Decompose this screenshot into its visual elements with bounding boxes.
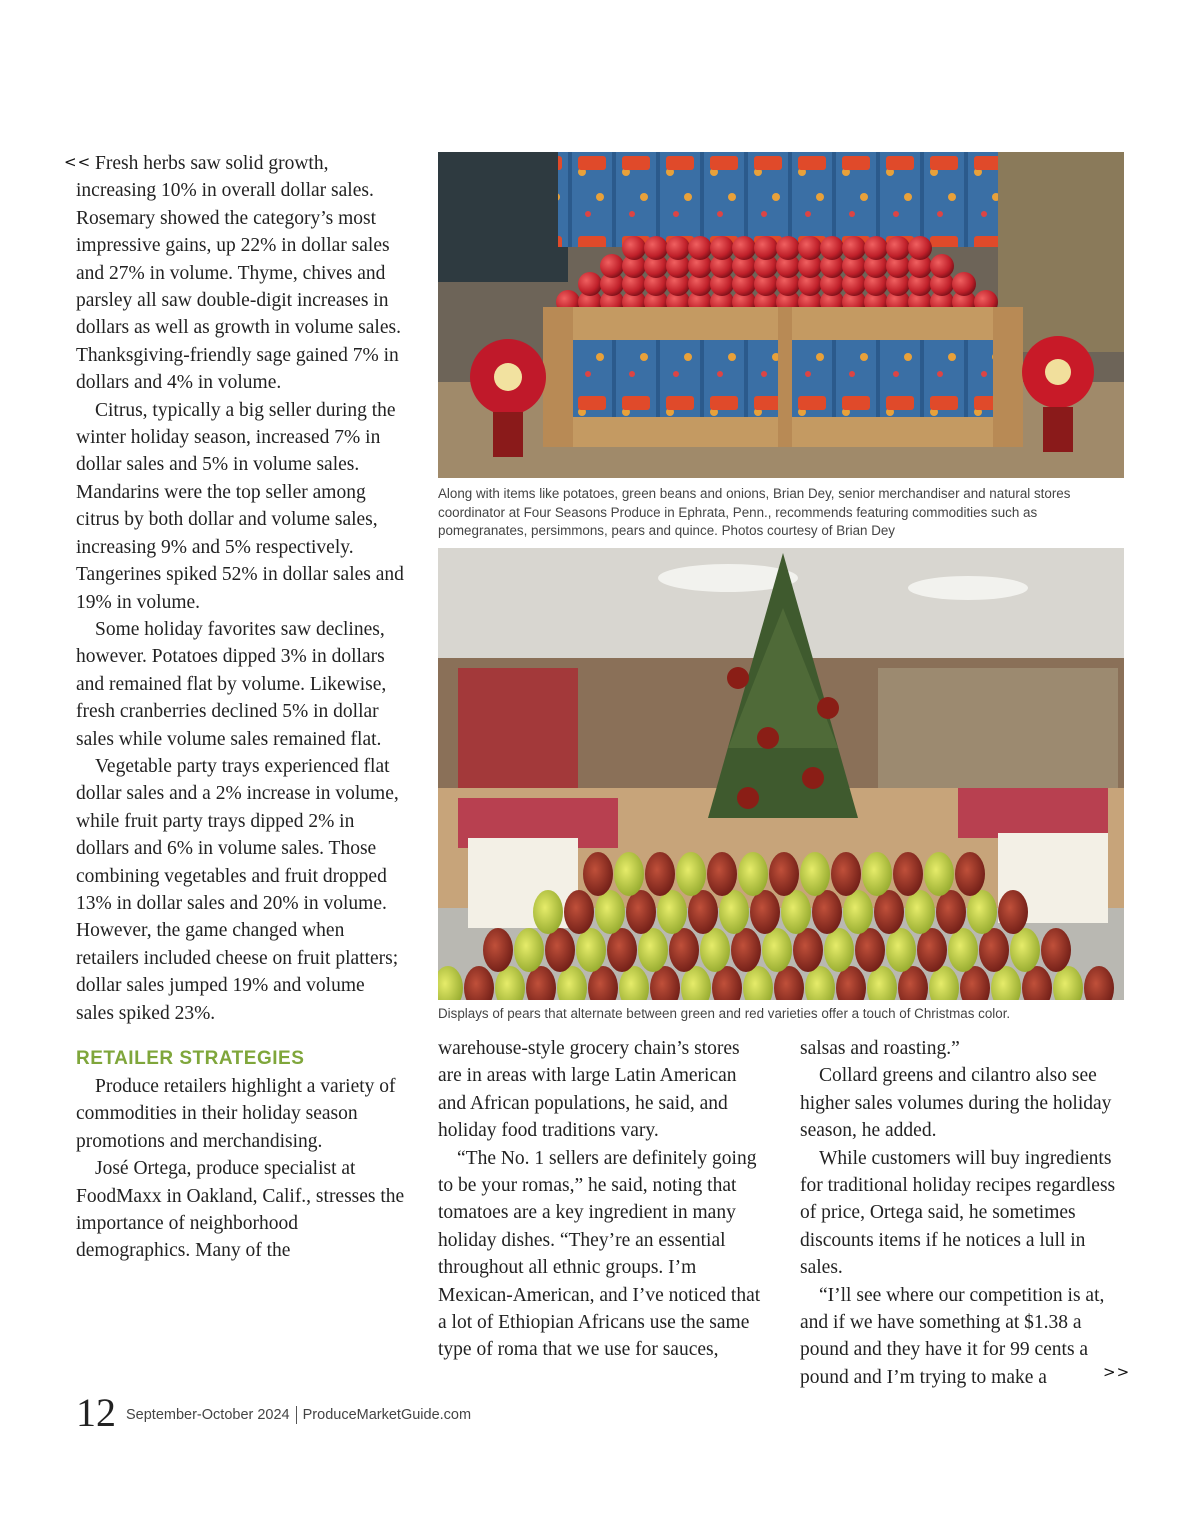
paragraph: “I’ll see where our competition is at, and if we have something at $1.38 a pound and they have it for 99 cents a pound and I’m trying to make a: [800, 1284, 1105, 1388]
paragraph: warehouse-style grocery chain’s stores are in areas with large Latin American and African populations, he said, and holiday food traditions vary.: [438, 1038, 740, 1142]
paragraph: Fresh herbs saw solid growth, increasing 10% in overall dollar sales. Rosemary showed the category’s most impressive gains, up 22% in dollar sales and 27% in volume. Thyme, chives and parsley all saw double-digit increases in dollars as well as growth in volume sales. Thanksgiving-friendly sage gained 7% in dollars and 4% in volume.: [76, 153, 401, 394]
paragraph: Collard greens and cilantro also see higher sales volumes during the holiday season, he added.: [800, 1065, 1112, 1142]
article-column-right: [800, 1035, 1130, 1391]
paragraph: While customers will buy ingredients for traditional holiday recipes regardless of price, Ortega said, he sometimes discounts items if he notices a lull in sales.: [800, 1147, 1116, 1279]
next-page-arrow[interactable]: >>: [1103, 1363, 1131, 1381]
paragraph: Produce retailers highlight a variety of commodities in their holiday season promotions and merchandising.: [76, 1076, 396, 1152]
paragraph: “The No. 1 sellers are definitely going to be your romas,” he said, noting that tomatoes are a key ingredient in many holiday dishes. “They’re an essential throughout all ethnic groups. I’m Mexican-American, and I’ve noticed that a lot of Ethiopian Africans use the same type of roma that we use for sauces,: [438, 1147, 761, 1361]
paragraph: Citrus, typically a big seller during the winter holiday season, increased 7% in dollar sales and 5% in volume sales. Mandarins were the top seller among citrus by both dollar and volume sales, increasing 9% and 5% respectively. Tangerines spiked 52% in dollar sales and 19% in volume.: [76, 399, 404, 613]
section-subhead: RETAILER STRATEGIES: [76, 1048, 305, 1069]
pear-display-photo: [438, 548, 1124, 1000]
divider: [296, 1406, 297, 1424]
footer-text: [126, 1406, 471, 1424]
article-column-middle: [438, 1035, 768, 1364]
paragraph: Vegetable party trays experienced flat dollar sales and a 2% increase in volume, while fruit party trays dipped 2% in dollars and 6% in volume sales. Those combining vegetables and fruit dropped 13% in dollar sales and 20% in volume. However, the game changed when retailers included cheese on fruit platters; dollar sales jumped 19% and volume sales spiked 23%.: [76, 755, 399, 1024]
photo-caption: Along with items like potatoes, green beans and onions, Brian Dey, senior merchandiser and natural stores coordinator at Four Seasons Produce in Ephrata, Penn., recommends featuring commodities such as pomegranates, persimmons, pears and quince. Photos courtesy of Brian Dey: [438, 486, 1071, 538]
website-link[interactable]: ProduceMarketGuide.com: [302, 1406, 472, 1423]
paragraph: Some holiday favorites saw declines, however. Potatoes dipped 3% in dollars and remained flat by volume. Likewise, fresh cranberries declined 5% in dollar sales while volume sales remained flat.: [76, 618, 387, 750]
pomegranate-display-photo: [438, 152, 1124, 478]
photo-caption: Displays of pears that alternate between green and red varieties offer a touch of Christmas color.: [438, 1006, 1011, 1021]
article-column-left: [76, 150, 406, 1265]
page-number: 12: [76, 1390, 116, 1435]
issue-date: September-October 2024: [126, 1406, 290, 1423]
previous-page-arrow[interactable]: <<: [64, 153, 92, 171]
paragraph: salsas and roasting.”: [800, 1038, 960, 1059]
paragraph: José Ortega, produce specialist at FoodMaxx in Oakland, Calif., stresses the importance of neighborhood demographics. Many of the: [76, 1158, 405, 1262]
